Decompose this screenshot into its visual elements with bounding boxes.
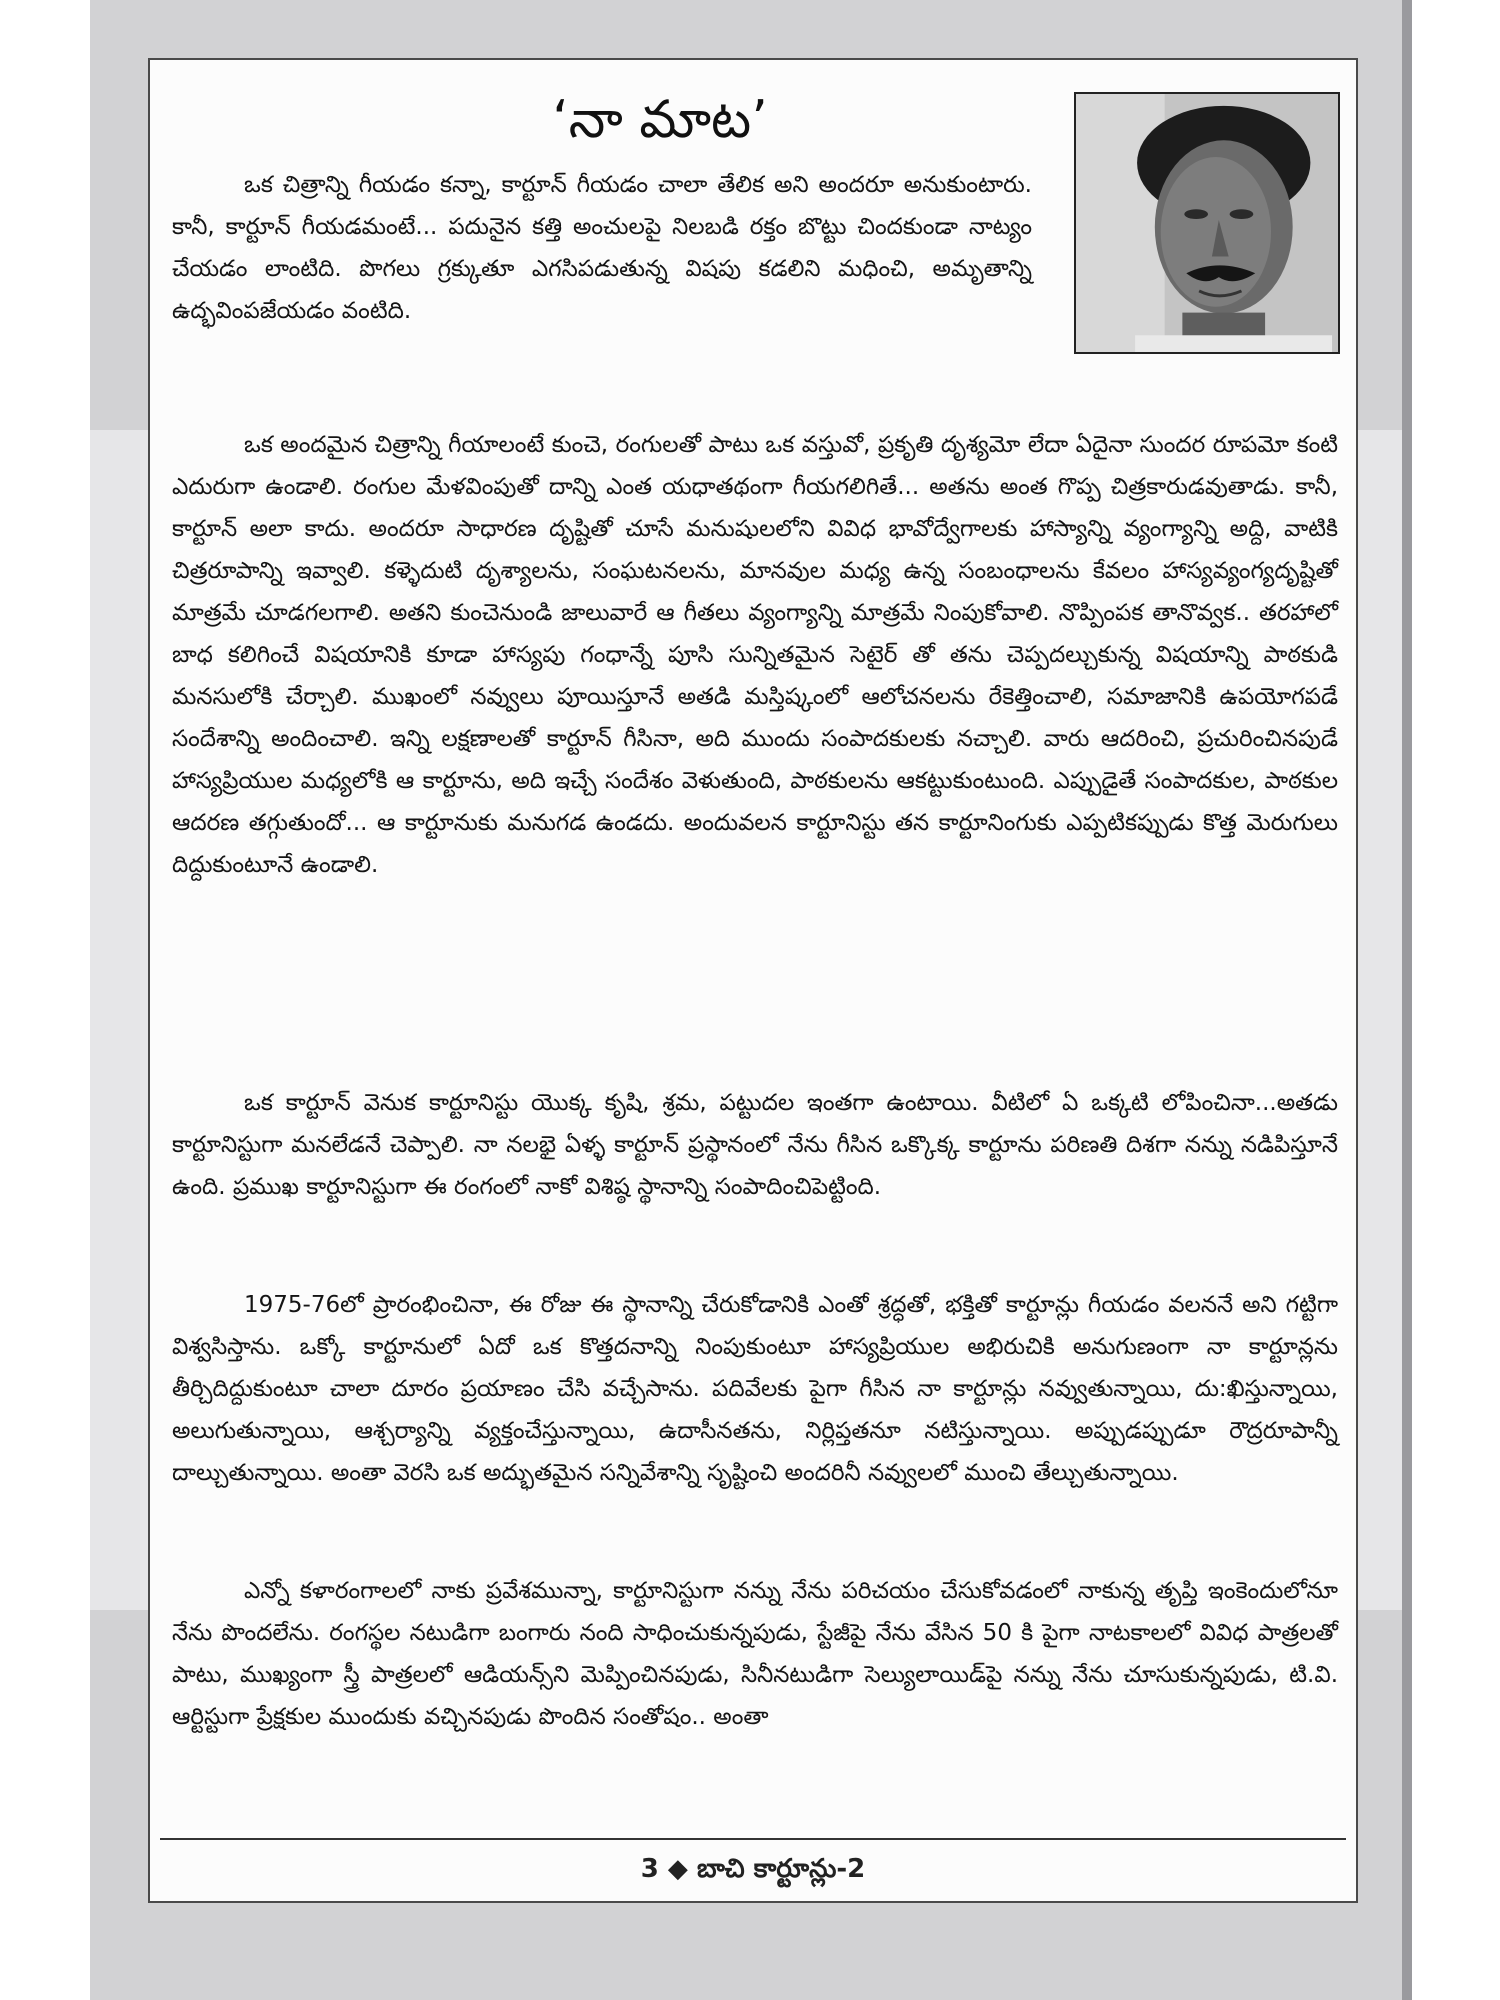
author-photo: [1074, 92, 1340, 354]
author-portrait-image: [1076, 94, 1338, 352]
page-footer: 3 ◆ బాచి కార్టూన్లు-2: [640, 1854, 866, 1884]
scan-edge: [1402, 0, 1412, 2000]
paragraph-5: ఎన్నో కళారంగాలలో నాకు ప్రవేశమున్నా, కార్టూనిస్టుగా నన్ను నేను పరిచయం చేసుకోవడంలో నాకున్న తృప్తి ఇంకెందులోనూ నేను పొందలేను. రంగస్థల నటుడిగా బంగారు నంది సాధించుకున్నపుడు, స్టేజీపై నేను వేసిన 50 కి పైగా నాటకాలలో వివిధ పాత్రలతో పాటు, ముఖ్యంగా స్త్రీ పాత్రలలో ఆడియన్స్‌ని మెప్పించినపుడు, సినీనటుడిగా సెల్యులాయిడ్‌పై నన్ను నేను చూసుకున్నపుడు, టి.వి. ఆర్టిస్టుగా ప్రేక్షకుల ముందుకు వచ్చినపుడు పొందిన సంతోషం.. అంతా: [172, 1578, 1338, 1730]
book-page: [148, 58, 1358, 1903]
footer-rule: [160, 1838, 1346, 1840]
page-title: ‘నా మాట’: [552, 90, 768, 150]
paragraph-3: ఒక కార్టూన్ వెనుక కార్టూనిస్టు యొక్క కృషి, శ్రమ, పట్టుదల ఇంతగా ఉంటాయి. వీటిలో ఏ ఒక్కటి లోపించినా...అతడు కార్టూనిస్టుగా మనలేడనే చెప్పాలి. నా నలభై ఏళ్ళ కార్టూన్ ప్రస్థానంలో నేను గీసిన ఒక్కొక్క కార్టూను పరిణతి దిశగా నన్ను నడిపిస్తూనే ఉంది. ప్రముఖ కార్టూనిస్టుగా ఈ రంగంలో నాకో విశిష్ఠ స్థానాన్ని సంపాదించిపెట్టింది.: [172, 1090, 1338, 1200]
paragraph-2: ఒక అందమైన చిత్రాన్ని గీయాలంటే కుంచె, రంగులతో పాటు ఒక వస్తువో, ప్రకృతి దృశ్యమో లేదా ఏదైనా సుందర రూపమో కంటి ఎదురుగా ఉండాలి. రంగుల మేళవింపుతో దాన్ని ఎంత యధాతథంగా గీయగలిగితే... అతను అంత గొప్ప చిత్రకారుడవుతాడు. కానీ, కార్టూన్ అలా కాదు. అందరూ సాధారణ దృష్టితో చూసే మనుషులలోని వివిధ భావోద్వేగాలకు హాస్యాన్ని వ్యంగ్యాన్ని అద్ది, వాటికి చిత్రరూపాన్ని ఇవ్వాలి. కళ్ళెదుటి దృశ్యాలను, సంఘటనలను, మానవుల మధ్య ఉన్న సంబంధాలను కేవలం హాస్యవ్యంగ్యదృష్టితో మాత్రమే చూడగలగాలి. అతని కుంచెనుండి జాలువారే ఆ గీతలు వ్యంగ్యాన్ని మాత్రమే నింపుకోవాలి. నొప్పింపక తానొవ్వక.. తరహాలో బాధ కలిగించే విషయానికి కూడా హాస్యపు గంధాన్నే పూసి సున్నితమైన సెటైర్ తో తను చెప్పదల్చుకున్న విషయాన్ని పాఠకుడి మనసులోకి చేర్చాలి. ముఖంలో నవ్వులు పూయిస్తూనే అతడి మస్తిష్కంలో ఆలోచనలను రేకెత్తించాలి, సమాజానికి ఉపయోగపడే సందేశాన్ని అందించాలి. ఇన్ని లక్షణాలతో కార్టూన్ గీసినా, అది ముందు సంపాదకులకు నచ్చాలి. వారు ఆదరించి, ప్రచురించినపుడే హాస్యప్రియుల మధ్యలోకి ఆ కార్టూను, అది ఇచ్చే సందేశం వెళుతుంది, పాఠకులను ఆకట్టుకుంటుంది. ఎప్పుడైతే సంపాదకుల, పాఠకుల ఆదరణ తగ్గుతుందో... ఆ కార్టూనుకు మనుగడ ఉండదు. అందువలన కార్టూనిస్టు తన కార్టూనింగుకు ఎప్పటికప్పుడు కొత్త మెరుగులు దిద్దుకుంటూనే ఉండాలి.: [172, 432, 1338, 878]
paragraph-1: ఒక చిత్రాన్ని గీయడం కన్నా, కార్టూన్ గీయడం చాలా తేలిక అని అందరూ అనుకుంటారు. కానీ, కార్టూన్ గీయడమంటే... పదునైన కత్తి అంచులపై నిలబడి రక్తం బొట్టు చిందకుండా నాట్యం చేయడం లాంటిది. పొగలు గ్రక్కుతూ ఎగసిపడుతున్న విషపు కడలిని మధించి, అమృతాన్ని ఉద్భవింపజేయడం వంటిది.: [172, 172, 1032, 324]
paragraph-4: 1975-76లో ప్రారంభించినా, ఈ రోజు ఈ స్థానాన్ని చేరుకోడానికి ఎంతో శ్రద్ధతో, భక్తితో కార్టూన్లు గీయడం వలననే అని గట్టిగా విశ్వసిస్తాను. ఒక్కో కార్టూనులో ఏదో ఒక కొత్తదనాన్ని నింపుకుంటూ హాస్యప్రియుల అభిరుచికి అనుగుణంగా నా కార్టూన్లను తీర్చిదిద్దుకుంటూ చాలా దూరం ప్రయాణం చేసి వచ్చేసాను. పదివేలకు పైగా గీసిన నా కార్టూన్లు నవ్వుతున్నాయి, దు:ఖిస్తున్నాయి, అలుగుతున్నాయి, ఆశ్చర్యాన్ని వ్యక్తంచేస్తున్నాయి, ఉదాసీనతను, నిర్లిప్తతనూ నటిస్తున్నాయి. అప్పుడప్పుడూ రౌద్రరూపాన్నీ దాల్చుతున్నాయి. అంతా వెరసి ఒక అద్భుతమైన సన్నివేశాన్ని సృష్టించి అందరినీ నవ్వులలో ముంచి తేల్చుతున్నాయి.: [172, 1292, 1338, 1486]
